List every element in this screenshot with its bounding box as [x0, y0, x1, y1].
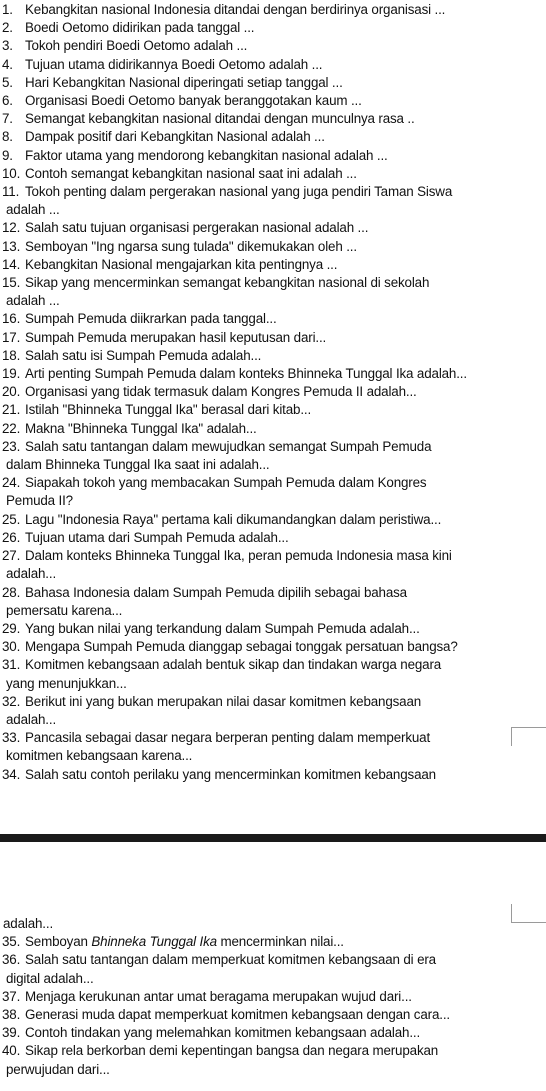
question-text: Kebangkitan Nasional mengajarkan kita pentingnya ...: [25, 256, 338, 272]
question-text: Salah satu tujuan organisasi pergerakan nasional adalah ...: [25, 220, 369, 236]
question-text: Komitmen kebangsaan adalah bentuk sikap dan tindakan warga negara: [25, 657, 442, 673]
question-text-italic: Bhinneka Tunggal Ika: [91, 934, 217, 950]
question-text: Lagu "Indonesia Raya" pertama kali dikumandangkan dalam peristiwa...: [25, 511, 442, 527]
question-item: [0, 383, 546, 401]
question-text: Generasi muda dapat memperkuat komitmen kebangsaan dengan cara...: [25, 1007, 450, 1023]
question-item: [0, 547, 546, 583]
question-item: [0, 420, 546, 438]
question-number: 28.: [2, 584, 21, 600]
question-number: 2.: [2, 20, 13, 36]
question-text: Dalam konteks Bhinneka Tunggal Ika, peran pemuda Indonesia masa kini: [25, 548, 452, 564]
question-item: [0, 766, 546, 784]
question-item: [0, 165, 546, 183]
crop-corner-mark: [511, 904, 546, 923]
question-text: Salah satu isi Sumpah Pemuda adalah...: [25, 347, 262, 363]
question-text-continuation: pemersatu karena...: [6, 602, 123, 618]
question-number: 10.: [2, 165, 21, 181]
question-item: [0, 620, 546, 638]
question-number: 36.: [2, 952, 21, 968]
question-number: 12.: [2, 220, 21, 236]
question-text-continuation: komitmen kebangsaan karena...: [6, 748, 193, 764]
question-list-bottom: [0, 933, 546, 1079]
question-item: [0, 347, 546, 365]
question-number: 11.: [2, 184, 20, 200]
question-item: [0, 147, 546, 165]
question-text: Kebangkitan nasional Indonesia ditandai dengan berdirinya organisasi ...: [25, 2, 446, 17]
question-text-continuation: adalah ...: [6, 293, 60, 309]
question-item: [0, 933, 546, 951]
crop-corner-mark: [511, 727, 546, 746]
question-item: [0, 256, 546, 274]
question-text: Organisasi Boedi Oetomo banyak beranggotakan kaum ...: [25, 93, 362, 109]
question-item: [0, 1024, 546, 1042]
question-number: 38.: [2, 1007, 21, 1023]
question-number: 37.: [2, 988, 21, 1004]
question-number: 30.: [2, 639, 21, 655]
question-number: 39.: [2, 1025, 21, 1041]
question-text: Mengapa Sumpah Pemuda dianggap sebagai tonggak persatuan bangsa?: [25, 639, 458, 655]
question-text-part: Semboyan: [25, 934, 92, 950]
question-number: 20.: [2, 384, 21, 400]
question-item: [0, 1006, 546, 1024]
question-text: Yang bukan nilai yang terkandung dalam Sumpah Pemuda adalah...: [25, 620, 420, 636]
question-text: Salah satu contoh perilaku yang mencerminkan komitmen kebangsaan: [25, 766, 436, 782]
question-text: Makna "Bhinneka Tunggal Ika" adalah...: [25, 420, 257, 436]
question-item: [0, 329, 546, 347]
question-text: Sikap rela berkorban demi kepentingan bangsa dan negara merupakan: [25, 1043, 439, 1059]
question-number: 23.: [2, 438, 21, 454]
question-item: [0, 238, 546, 256]
question-text: Sumpah Pemuda diikrarkan pada tanggal...: [25, 311, 277, 327]
question-number: 40.: [2, 1043, 21, 1059]
question-item: [0, 37, 546, 55]
question-number: 19.: [2, 366, 21, 382]
question-34-continuation: adalah...: [3, 916, 54, 931]
question-text-continuation: dalam Bhinneka Tunggal Ika saat ini adalah...: [6, 457, 270, 473]
question-item: [0, 638, 546, 656]
question-item: [0, 656, 546, 692]
question-number: 24.: [2, 475, 21, 491]
question-text: Pancasila sebagai dasar negara berperan penting dalam memperkuat: [25, 730, 431, 746]
question-text: Tokoh penting dalam pergerakan nasional yang juga pendiri Taman Siswa: [25, 184, 453, 200]
question-item: [0, 365, 546, 383]
question-item: [0, 511, 546, 529]
question-text: Tujuan utama dari Sumpah Pemuda adalah...: [25, 529, 289, 545]
question-text: Sumpah Pemuda merupakan hasil keputusan dari...: [25, 329, 327, 345]
question-text: Salah satu tantangan dalam memperkuat komitmen kebangsaan di era: [25, 952, 436, 968]
question-text: Boedi Oetomo didirikan pada tanggal ...: [25, 20, 255, 36]
question-text: Tokoh pendiri Boedi Oetomo adalah ...: [25, 38, 248, 54]
question-text: Siapakah tokoh yang membacakan Sumpah Pemuda dalam Kongres: [25, 475, 427, 491]
question-number: 34.: [2, 766, 21, 782]
question-item: [0, 219, 546, 237]
question-number: 16.: [2, 311, 21, 327]
question-item: [0, 274, 546, 310]
question-text: Menjaga kerukunan antar umat beragama merupakan wujud dari...: [25, 988, 412, 1004]
question-item: [0, 474, 546, 510]
question-item: [0, 19, 546, 37]
question-number: 32.: [2, 693, 21, 709]
question-item: [0, 729, 546, 765]
question-text: Salah satu tantangan dalam mewujudkan semangat Sumpah Pemuda: [25, 438, 432, 454]
question-text: Semboyan "Ing ngarsa sung tulada" dikemukakan oleh ...: [25, 238, 357, 254]
question-text-continuation: adalah...: [6, 711, 57, 727]
question-number: 31.: [2, 657, 21, 673]
question-number: 17.: [2, 329, 21, 345]
question-text: Berikut ini yang bukan merupakan nilai dasar komitmen kebangsaan: [25, 693, 422, 709]
question-number: 9.: [2, 147, 13, 163]
question-text: [25, 934, 344, 949]
question-number: 21.: [2, 402, 21, 418]
question-item: [0, 401, 546, 419]
question-number: 4.: [2, 56, 13, 72]
question-item: [0, 110, 546, 128]
question-item: [0, 310, 546, 328]
question-number: 29.: [2, 620, 21, 636]
question-number: 35.: [2, 934, 21, 950]
question-text-continuation: Pemuda II?: [6, 493, 73, 509]
question-number: 15.: [2, 275, 21, 291]
question-text: Istilah "Bhinneka Tunggal Ika" berasal dari kitab...: [25, 402, 312, 418]
question-text-continuation: yang menunjukkan...: [6, 675, 127, 691]
question-item: [0, 1042, 546, 1078]
question-number: 25.: [2, 511, 21, 527]
question-text-continuation: digital adalah...: [6, 970, 94, 986]
question-number: 18.: [2, 347, 21, 363]
question-text: Contoh semangat kebangkitan nasional saat ini adalah ...: [25, 165, 357, 181]
question-number: 6.: [2, 93, 13, 109]
question-item: [0, 693, 546, 729]
question-text: Sikap yang mencerminkan semangat kebangkitan nasional di sekolah: [25, 275, 430, 291]
question-text-part: mencerminkan nilai...: [216, 934, 344, 950]
question-text: Arti penting Sumpah Pemuda dalam konteks Bhinneka Tunggal Ika adalah...: [25, 366, 467, 382]
worksheet-page-bottom: [0, 842, 546, 1091]
question-text: Organisasi yang tidak termasuk dalam Kongres Pemuda II adalah...: [25, 384, 417, 400]
question-item: [0, 74, 546, 92]
question-text: Semangat kebangkitan nasional ditandai dengan munculnya rasa ..: [25, 111, 415, 127]
question-number: 22.: [2, 420, 21, 436]
question-number: 5.: [2, 74, 13, 90]
question-text-continuation: adalah...: [6, 566, 57, 582]
question-text-continuation: perwujudan dari...: [6, 1061, 110, 1077]
question-text: Bahasa Indonesia dalam Sumpah Pemuda dipilih sebagai bahasa: [25, 584, 407, 600]
question-number: 33.: [2, 730, 21, 746]
question-item: [0, 529, 546, 547]
question-item: [0, 951, 546, 987]
question-number: 1.: [2, 2, 13, 17]
question-text: Hari Kebangkitan Nasional diperingati setiap tanggal ...: [25, 74, 343, 90]
question-item: [0, 438, 546, 474]
question-text: Tujuan utama didirikannya Boedi Oetomo adalah ...: [25, 56, 323, 72]
question-number: 8.: [2, 129, 13, 145]
question-number: 13.: [2, 238, 21, 254]
question-number: 3.: [2, 38, 13, 54]
question-text: Dampak positif dari Kebangkitan Nasional adalah ...: [25, 129, 325, 145]
question-item: [0, 584, 546, 620]
question-text: Contoh tindakan yang melemahkan komitmen kebangsaan adalah...: [25, 1025, 421, 1041]
question-item: [0, 988, 546, 1006]
page-separator: [0, 834, 546, 842]
question-number: 14.: [2, 256, 21, 272]
question-number: 27.: [2, 548, 21, 564]
question-item: [0, 1, 546, 19]
question-text: Faktor utama yang mendorong kebangkitan nasional adalah ...: [25, 147, 388, 163]
question-item: [0, 92, 546, 110]
question-number: 7.: [2, 111, 13, 127]
question-item: [0, 128, 546, 146]
question-number: 26.: [2, 529, 21, 545]
question-item: [0, 56, 546, 74]
question-item: [0, 183, 546, 219]
question-text-continuation: adalah ...: [6, 202, 60, 218]
